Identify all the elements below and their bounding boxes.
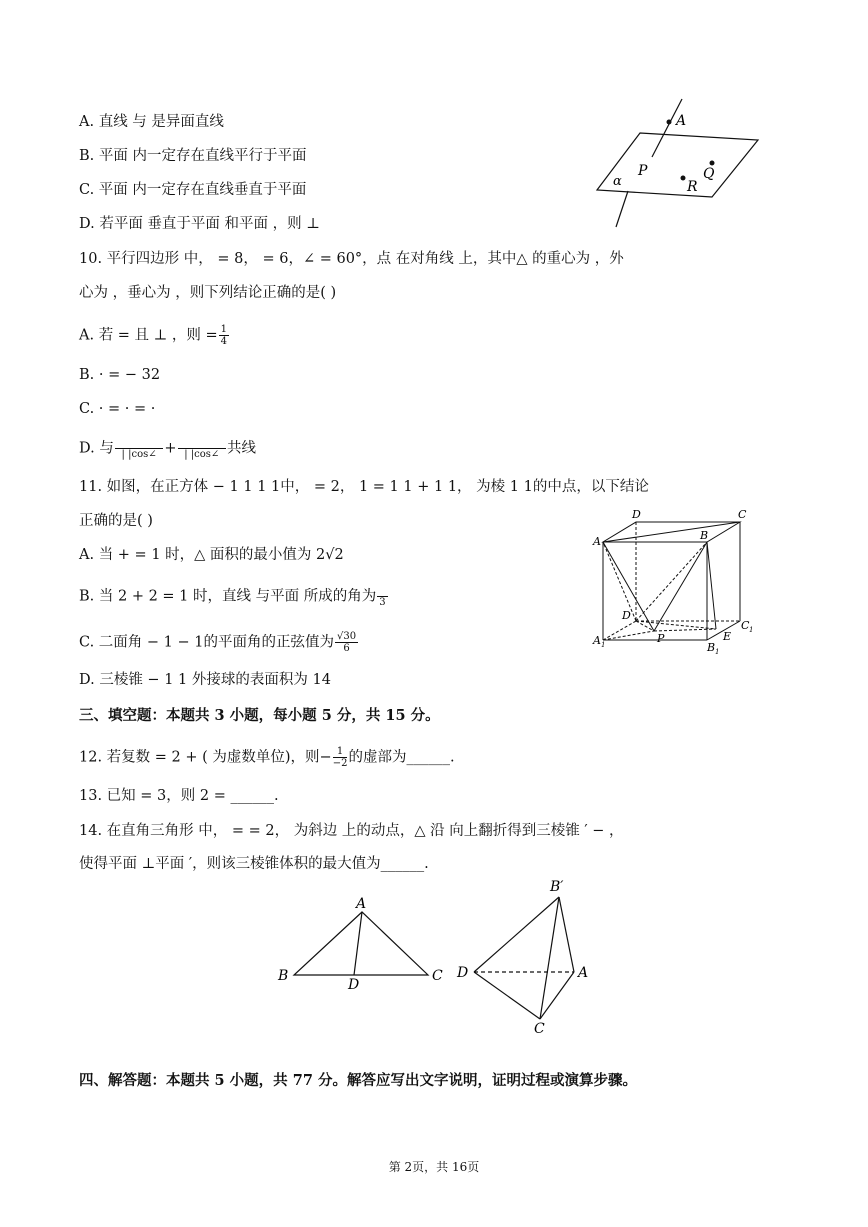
q14-stem-line1: 14. 在直角三角形 中， = = 2， 为斜边 上的动点，△ 沿 向上翻折得到三棱锥 ′ − ， [79, 823, 624, 839]
q11-label-d1: D [622, 609, 631, 622]
q10-option-a [79, 324, 230, 347]
q13-stem: 13. 已知 = 3，则 2 = ______. [79, 788, 279, 804]
q10-option-d-plus: + [164, 440, 177, 457]
fraction-denominator: | |cos∠ [184, 449, 220, 460]
q9-label-a: A [676, 113, 687, 129]
fraction-denominator: 6 [343, 643, 350, 654]
q11-label-a1-sub: 1 [601, 641, 606, 649]
q11-label-a: A [593, 535, 601, 548]
q11-cube-figure [588, 505, 768, 665]
q9-option-d: D. 若平面 垂直于平面 和平面 ，则 ⊥ [79, 216, 320, 232]
q9-label-p: P [638, 163, 648, 179]
q11-label-d: D [632, 508, 641, 521]
q11-stem-line1: 11. 如图，在正方体 − 1 1 1 1中， = 2， 1 = 1 1 + 1 1， 为棱 1 1的中点，以下结论 [79, 479, 649, 495]
q12-stem-suffix: 的虚部为______. [348, 749, 455, 766]
fraction-denominator: −2 [332, 758, 348, 769]
q14-stem-line2: 使得平面 ⊥平面 ′，则该三棱锥体积的最大值为______. [79, 856, 429, 872]
fraction-denominator: | |cos∠ [121, 449, 157, 460]
q10-option-a-text: A. 若 = 且 ⊥ ，则 = [79, 327, 218, 344]
q12-stem-prefix: 12. 若复数 = 2 + ( 为虚数单位)，则− [79, 749, 332, 766]
q11-label-e: E [723, 630, 732, 643]
q11-option-a: A. 当 + = 1 时，△ 面积的最小值为 2√2 [79, 547, 344, 563]
fraction-numerator: 1 [220, 324, 228, 335]
section-4-heading: 四、解答题：本题共 5 小题，共 77 分。解答应写出文字说明，证明过程或演算步骤。 [79, 1072, 637, 1089]
q11-option-b-fraction [377, 585, 387, 608]
q14-fig1-label-d: D [348, 977, 360, 993]
q14-triangle-figure [275, 893, 455, 993]
q14-fig1-label-b: B [278, 968, 289, 984]
q11-label-c: C [738, 508, 747, 521]
fraction-numerator [377, 585, 387, 597]
q11-option-d: D. 三棱锥 − 1 1 外接球的表面积为 14 [79, 672, 331, 688]
q10-stem-line1: 10. 平行四边形 中， = 8， = 6，∠ = 60°，点 在对角线 上，其中△ 的重心为 ，外 [79, 251, 624, 267]
q11-label-b: B [700, 529, 709, 542]
q11-label-b1: B [707, 641, 716, 654]
q11-stem-line2: 正确的是( ) [79, 513, 153, 529]
q9-label-r: R [687, 179, 698, 195]
fraction-numerator [178, 437, 227, 449]
q12-stem [79, 746, 455, 769]
q14-fig2-label-d: D [457, 965, 469, 981]
fraction-denominator: 4 [220, 336, 228, 347]
q11-label-a1: A [593, 634, 601, 647]
q10-option-d-fraction2 [178, 437, 227, 460]
fraction-numerator [115, 437, 164, 449]
q10-option-d [79, 437, 256, 460]
fraction-numerator: 1 [333, 746, 348, 758]
q10-option-b: B. · = − 32 [79, 367, 161, 383]
q11-label-b1-sub: 1 [715, 648, 720, 656]
q11-label-c1: C [741, 619, 750, 632]
q11-option-b-text: B. 当 2 + 2 = 1 时，直线 与平面 所成的角为 [79, 588, 377, 605]
q10-stem-line2: 心为 ，垂心为 ，则下列结论正确的是( ) [79, 285, 337, 301]
q11-option-c-text: C. 二面角 − 1 − 1的平面角的正弦值为 [79, 634, 334, 651]
q11-option-c-fraction [335, 631, 358, 654]
fraction-numerator: √30 [336, 631, 357, 642]
q9-plane-figure [590, 95, 770, 235]
q10-option-a-fraction [219, 324, 229, 347]
q10-option-c: C. · = · = · [79, 401, 156, 417]
q9-option-c: C. 平面 内一定存在直线垂直于平面 [79, 182, 307, 198]
q14-fig1-label-a: A [356, 896, 367, 912]
q9-option-a: A. 直线 与 是异面直线 [79, 114, 224, 130]
q10-option-d-fraction1 [115, 437, 164, 460]
fraction-denominator: 3 [379, 597, 386, 608]
q14-fig2-label-b-prime: B′ [550, 879, 564, 895]
q9-option-b: B. 平面 内一定存在直线平行于平面 [79, 148, 307, 164]
q10-option-d-prefix: D. 与 [79, 440, 114, 457]
q11-option-c [79, 631, 359, 654]
section-3-heading: 三、填空题：本题共 3 小题，每小题 5 分，共 15 分。 [79, 707, 440, 724]
page-footer: 第 2页，共 16页 [388, 1160, 480, 1174]
q9-label-q: Q [703, 166, 715, 182]
q11-label-p: P [657, 632, 665, 645]
q14-fig2-label-a: A [578, 965, 589, 981]
q14-fig2-label-c: C [534, 1021, 545, 1037]
q11-option-b [79, 585, 389, 608]
q14-fig1-label-c: C [432, 968, 443, 984]
q10-option-d-suffix: 共线 [227, 440, 257, 457]
q14-tetrahedron-figure [452, 873, 602, 1038]
q11-label-c1-sub: 1 [749, 626, 754, 634]
q9-label-alpha: α [613, 174, 622, 189]
q12-fraction [333, 746, 348, 769]
